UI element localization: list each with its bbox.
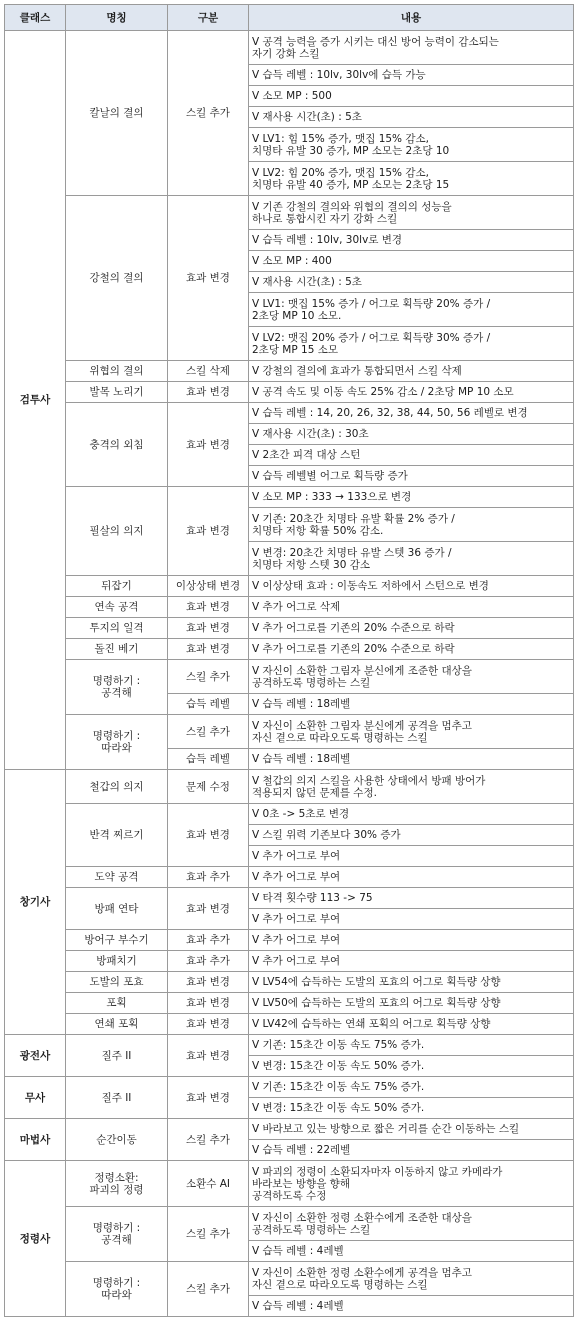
table-row xyxy=(5,1014,574,1035)
change-type-cell: 효과 변경 xyxy=(168,618,249,639)
change-type-cell: 효과 변경 xyxy=(168,382,249,403)
class-cell: 마법사 xyxy=(5,1119,66,1161)
skill-name-cell: 연쇄 포획 xyxy=(66,1014,168,1035)
content-cell: V 자신이 소환한 정령 소환수에게 조준한 대상을 공격하도록 명령하는 스킬 xyxy=(249,1207,574,1241)
content-cell: V 습득 레벨 : 4레벨 xyxy=(249,1296,574,1317)
content-cell: V 습득 레벨별 어그로 획득량 증가 xyxy=(249,466,574,487)
table-row xyxy=(5,993,574,1014)
content-cell: V LV2: 힘 20% 증가, 맷집 15% 감소, 치명타 유발 40 증가, MP 소모는 2초당 15 xyxy=(249,162,574,196)
content-cell: V 추가 어그로 부여 xyxy=(249,951,574,972)
content-cell: V LV54에 습득하는 도발의 포효의 어그로 획득량 상향 xyxy=(249,972,574,993)
skill-name-cell: 뒤잡기 xyxy=(66,576,168,597)
header-row xyxy=(5,5,574,31)
table-row xyxy=(5,867,574,888)
change-type-cell: 효과 변경 xyxy=(168,597,249,618)
skill-name-cell: 방패 연타 xyxy=(66,888,168,930)
table-row xyxy=(5,1262,574,1296)
content-cell: V 추가 어그로를 기존의 20% 수준으로 하락 xyxy=(249,639,574,660)
content-cell: V 습득 레벨 : 10lv, 30lv로 변경 xyxy=(249,230,574,251)
skill-name-cell: 투지의 일격 xyxy=(66,618,168,639)
skill-name-cell: 방어구 부수기 xyxy=(66,930,168,951)
table-row xyxy=(5,972,574,993)
change-type-cell: 효과 변경 xyxy=(168,1014,249,1035)
table-row xyxy=(5,930,574,951)
change-type-cell: 효과 변경 xyxy=(168,888,249,930)
change-type-cell: 스킬 추가 xyxy=(168,660,249,694)
content-cell: V 공격 속도 및 이동 속도 25% 감소 / 2초당 MP 10 소모 xyxy=(249,382,574,403)
content-cell: V 소모 MP : 333 → 133으로 변경 xyxy=(249,487,574,508)
change-type-cell: 스킬 추가 xyxy=(168,1262,249,1317)
content-cell: V LV2: 맷집 20% 증가 / 어그로 획득량 30% 증가 / 2초당 MP 15 소모 xyxy=(249,327,574,361)
table-row xyxy=(5,1207,574,1241)
table-row xyxy=(5,715,574,749)
class-cell: 무사 xyxy=(5,1077,66,1119)
content-cell: V 재사용 시간(초) : 5초 xyxy=(249,272,574,293)
change-type-cell: 효과 추가 xyxy=(168,867,249,888)
table-row xyxy=(5,770,574,804)
content-cell: V 소모 MP : 400 xyxy=(249,251,574,272)
content-cell: V 변경: 15초간 이동 속도 50% 증가. xyxy=(249,1056,574,1077)
table-row xyxy=(5,618,574,639)
content-cell: V 기존 강철의 결의와 위협의 결의의 성능을 하나로 통합시킨 자기 강화 스킬 xyxy=(249,196,574,230)
change-type-cell: 이상상태 변경 xyxy=(168,576,249,597)
change-type-cell: 효과 변경 xyxy=(168,487,249,576)
change-type-cell: 효과 변경 xyxy=(168,1077,249,1119)
content-cell: V 재사용 시간(초) : 5초 xyxy=(249,107,574,128)
skill-name-cell: 칼날의 결의 xyxy=(66,31,168,196)
change-type-cell: 스킬 추가 xyxy=(168,1207,249,1262)
change-type-cell: 효과 변경 xyxy=(168,972,249,993)
skill-name-cell: 도발의 포효 xyxy=(66,972,168,993)
content-cell: V 자신이 소환한 그림자 분신에게 조준한 대상을 공격하도록 명령하는 스킬 xyxy=(249,660,574,694)
table-row xyxy=(5,1035,574,1056)
change-type-cell: 효과 변경 xyxy=(168,196,249,361)
table-row xyxy=(5,576,574,597)
skill-name-cell: 명령하기 : 공격해 xyxy=(66,660,168,715)
content-cell: V 습득 레벨 : 4레벨 xyxy=(249,1241,574,1262)
skill-name-cell: 연속 공격 xyxy=(66,597,168,618)
change-type-cell: 습득 레벨 xyxy=(168,694,249,715)
header-type: 구분 xyxy=(168,5,249,31)
table-row xyxy=(5,382,574,403)
content-cell: V 습득 레벨 : 14, 20, 26, 32, 38, 44, 50, 56 레벨로 변경 xyxy=(249,403,574,424)
content-cell: V 습득 레벨 : 18레벨 xyxy=(249,694,574,715)
skill-name-cell: 명령하기 : 따라와 xyxy=(66,715,168,770)
content-cell: V 소모 MP : 500 xyxy=(249,86,574,107)
change-type-cell: 스킬 추가 xyxy=(168,1119,249,1161)
change-type-cell: 효과 추가 xyxy=(168,930,249,951)
skill-name-cell: 도약 공격 xyxy=(66,867,168,888)
table-row xyxy=(5,403,574,424)
header-class: 클래스 xyxy=(5,5,66,31)
content-cell: V 기존: 20초간 치명타 유발 확률 2% 증가 / 치명타 저항 확률 50% 감소. xyxy=(249,508,574,542)
change-type-cell: 효과 변경 xyxy=(168,403,249,487)
content-cell: V 바라보고 있는 방향으로 짧은 거리를 순간 이동하는 스킬 xyxy=(249,1119,574,1140)
skill-name-cell: 명령하기 : 공격해 xyxy=(66,1207,168,1262)
table-row xyxy=(5,888,574,909)
class-cell: 광전사 xyxy=(5,1035,66,1077)
skill-name-cell: 질주 II xyxy=(66,1035,168,1077)
content-cell: V 습득 레벨 : 10lv, 30lv에 습득 가능 xyxy=(249,65,574,86)
change-type-cell: 문제 수정 xyxy=(168,770,249,804)
content-cell: V 변경: 15초간 이동 속도 50% 증가. xyxy=(249,1098,574,1119)
content-cell: V LV1: 맷집 15% 증가 / 어그로 획득량 20% 증가 / 2초당 MP 10 소모. xyxy=(249,293,574,327)
content-cell: V 스킬 위력 기존보다 30% 증가 xyxy=(249,825,574,846)
table-row xyxy=(5,951,574,972)
header-content: 내용 xyxy=(249,5,574,31)
content-cell: V 타격 횟수량 113 -> 75 xyxy=(249,888,574,909)
table-row xyxy=(5,31,574,65)
table-row xyxy=(5,361,574,382)
content-cell: V 이상상태 효과 : 이동속도 저하에서 스턴으로 변경 xyxy=(249,576,574,597)
content-cell: V 추가 어그로 부여 xyxy=(249,909,574,930)
change-type-cell: 효과 추가 xyxy=(168,951,249,972)
content-cell: V 변경: 20초간 치명타 유발 스텟 36 증가 / 치명타 저항 스텟 30 감소 xyxy=(249,542,574,576)
content-cell: V 강철의 결의에 효과가 통합되면서 스킬 삭제 xyxy=(249,361,574,382)
content-cell: V LV50에 습득하는 도발의 포효의 어그로 획득량 상향 xyxy=(249,993,574,1014)
header-name: 명칭 xyxy=(66,5,168,31)
content-cell: V LV1: 힘 15% 증가, 맷집 15% 감소, 치명타 유발 30 증가, MP 소모는 2초당 10 xyxy=(249,128,574,162)
content-cell: V 철갑의 의지 스킬을 사용한 상태에서 방패 방어가 적용되지 않던 문제를 수정. xyxy=(249,770,574,804)
skill-name-cell: 발목 노리기 xyxy=(66,382,168,403)
skill-name-cell: 위협의 결의 xyxy=(66,361,168,382)
skill-name-cell: 포획 xyxy=(66,993,168,1014)
table-body xyxy=(5,31,574,1317)
skill-name-cell: 반격 찌르기 xyxy=(66,804,168,867)
change-type-cell: 습득 레벨 xyxy=(168,749,249,770)
table-row xyxy=(5,1161,574,1207)
class-cell: 검투사 xyxy=(5,31,66,770)
content-cell: V 공격 능력을 증가 시키는 대신 방어 능력이 감소되는 자기 강화 스킬 xyxy=(249,31,574,65)
change-type-cell: 소환수 AI xyxy=(168,1161,249,1207)
skill-name-cell: 강철의 결의 xyxy=(66,196,168,361)
content-cell: V 추가 어그로 부여 xyxy=(249,846,574,867)
content-cell: V LV42에 습득하는 연쇄 포획의 어그로 획득량 상향 xyxy=(249,1014,574,1035)
skill-name-cell: 명령하기 : 따라와 xyxy=(66,1262,168,1317)
content-cell: V 자신이 소환한 정령 소환수에게 공격을 멈추고 자신 곁으로 따라오도록 명령하는 스킬 xyxy=(249,1262,574,1296)
change-type-cell: 효과 변경 xyxy=(168,1035,249,1077)
class-cell: 창기사 xyxy=(5,770,66,1035)
content-cell: V 기존: 15초간 이동 속도 75% 증가. xyxy=(249,1077,574,1098)
class-cell: 정령사 xyxy=(5,1161,66,1317)
change-type-cell: 스킬 삭제 xyxy=(168,361,249,382)
change-type-cell: 스킬 추가 xyxy=(168,715,249,749)
change-type-cell: 스킬 추가 xyxy=(168,31,249,196)
table-row xyxy=(5,1077,574,1098)
table-row xyxy=(5,597,574,618)
skill-name-cell: 방패치기 xyxy=(66,951,168,972)
skill-name-cell: 정령소환: 파괴의 정령 xyxy=(66,1161,168,1207)
content-cell: V 0초 -> 5초로 변경 xyxy=(249,804,574,825)
skill-name-cell: 질주 II xyxy=(66,1077,168,1119)
content-cell: V 2초간 피격 대상 스턴 xyxy=(249,445,574,466)
content-cell: V 습득 레벨 : 22레벨 xyxy=(249,1140,574,1161)
content-cell: V 추가 어그로 부여 xyxy=(249,930,574,951)
skill-name-cell: 돌진 베기 xyxy=(66,639,168,660)
change-type-cell: 효과 변경 xyxy=(168,804,249,867)
table-row xyxy=(5,487,574,508)
change-type-cell: 효과 변경 xyxy=(168,993,249,1014)
content-cell: V 추가 어그로를 기존의 20% 수준으로 하락 xyxy=(249,618,574,639)
skill-name-cell: 충격의 외침 xyxy=(66,403,168,487)
content-cell: V 파괴의 정령이 소환되자마자 이동하지 않고 카메라가 바라보는 방향을 향해 공격하도록 수정 xyxy=(249,1161,574,1207)
change-type-cell: 효과 변경 xyxy=(168,639,249,660)
content-cell: V 재사용 시간(초) : 30초 xyxy=(249,424,574,445)
table-row xyxy=(5,660,574,694)
content-cell: V 추가 어그로 삭제 xyxy=(249,597,574,618)
content-cell: V 기존: 15초간 이동 속도 75% 증가. xyxy=(249,1035,574,1056)
content-cell: V 습득 레벨 : 18레벨 xyxy=(249,749,574,770)
table-row xyxy=(5,1119,574,1140)
table-row xyxy=(5,804,574,825)
content-cell: V 추가 어그로 부여 xyxy=(249,867,574,888)
content-cell: V 자신이 소환한 그림자 분신에게 공격을 멈추고 자신 곁으로 따라오도록 명령하는 스킬 xyxy=(249,715,574,749)
skill-name-cell: 철갑의 의지 xyxy=(66,770,168,804)
patch-notes-table xyxy=(4,4,574,1317)
skill-name-cell: 순간이동 xyxy=(66,1119,168,1161)
skill-name-cell: 필살의 의지 xyxy=(66,487,168,576)
table-row xyxy=(5,639,574,660)
table-row xyxy=(5,196,574,230)
